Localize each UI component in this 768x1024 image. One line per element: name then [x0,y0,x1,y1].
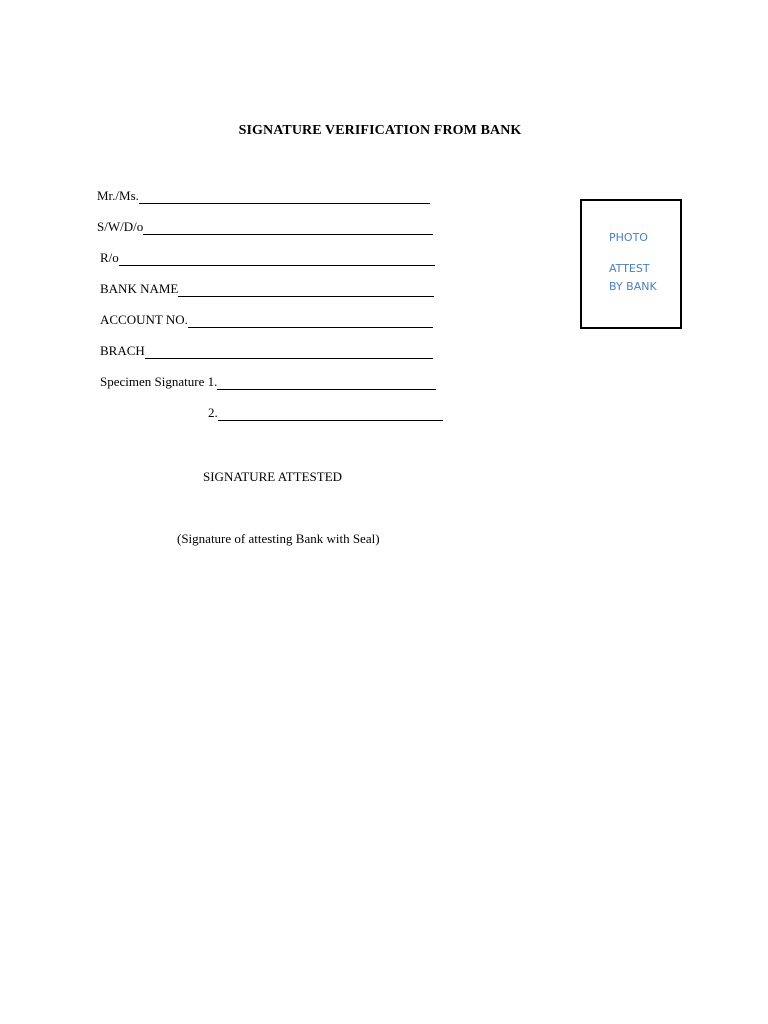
account-blank-line[interactable] [188,314,433,328]
specimen-signature-1-row [100,374,436,390]
relation-blank-line[interactable] [143,221,433,235]
branch-blank-line[interactable] [145,345,433,359]
specimen-signature-1-label: Specimen Signature 1. [100,374,218,389]
bank-name-field-row [100,281,434,297]
photo-attest-box [580,199,682,329]
residence-label: R/o [100,250,119,265]
name-blank-line[interactable] [139,190,430,204]
photo-box-line-3: BY BANK [609,280,657,293]
account-field-row [100,312,433,328]
bank-name-blank-line[interactable] [178,283,434,297]
bank-name-label: BANK NAME [100,281,179,296]
specimen-signature-2-row [208,405,443,421]
relation-label: S/W/D/o [97,219,144,234]
relation-field-row [97,219,433,235]
name-label: Mr./Ms. [97,188,139,203]
photo-box-line-1: PHOTO [609,231,648,244]
attesting-bank-note: (Signature of attesting Bank with Seal) [177,531,380,546]
branch-label: BRACH [100,343,145,358]
residence-field-row [100,250,435,266]
specimen-signature-2-label: 2. [208,405,218,420]
account-label: ACCOUNT NO. [100,312,188,327]
name-field-row [97,188,430,204]
specimen-signature-1-blank-line[interactable] [217,376,436,390]
signature-attested-heading: SIGNATURE ATTESTED [203,469,343,484]
specimen-signature-2-blank-line[interactable] [218,407,443,421]
branch-field-row [100,343,433,359]
residence-blank-line[interactable] [119,252,435,266]
photo-box-line-2: ATTEST [609,262,650,275]
document-title: SIGNATURE VERIFICATION FROM BANK [238,123,522,138]
